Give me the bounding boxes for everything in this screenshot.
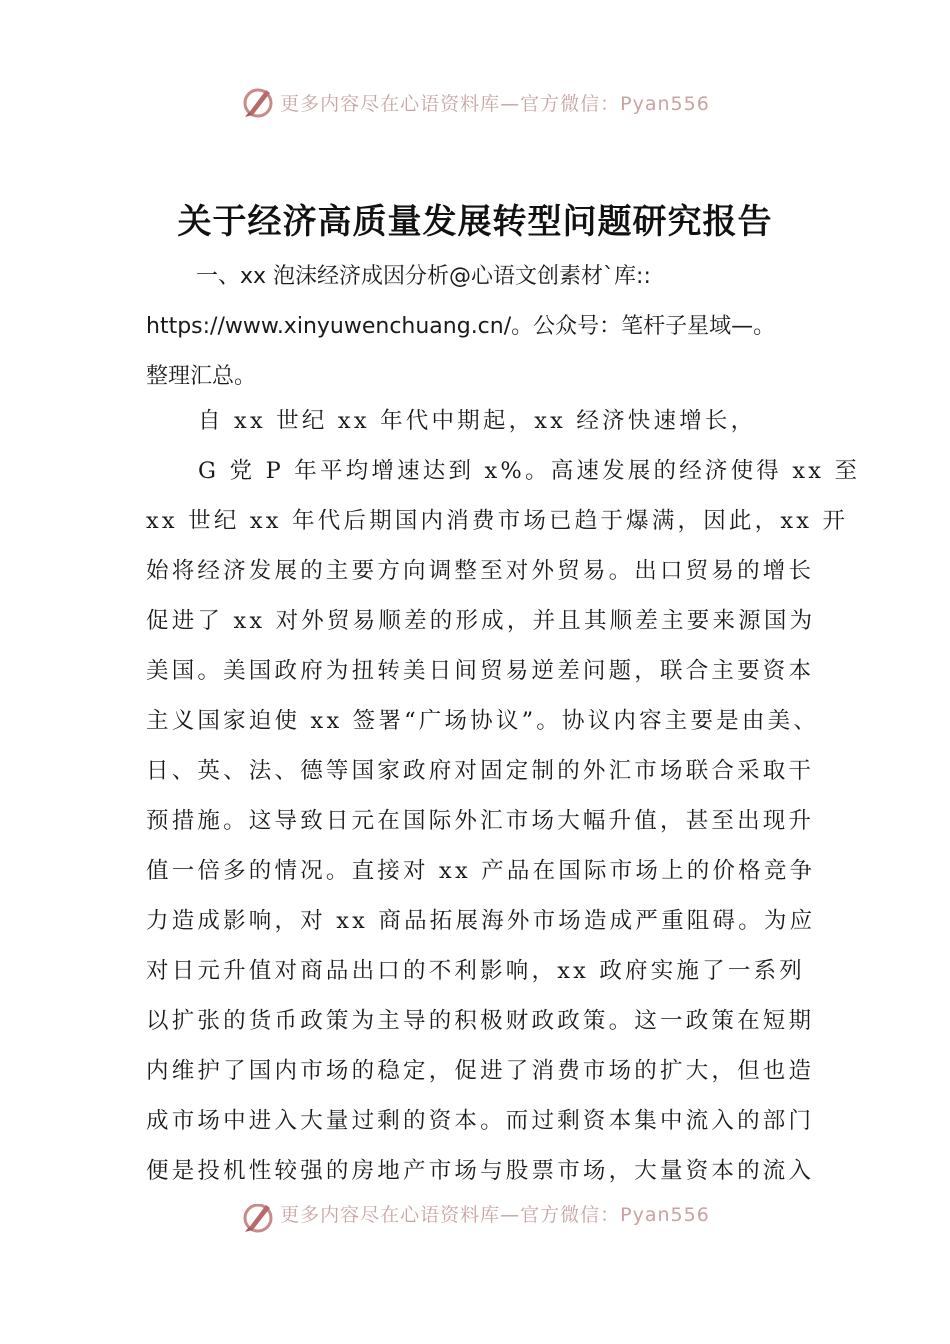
- paragraph-line: 促进了 xx 对外贸易顺差的形成，并且其顺差主要来源国为: [146, 608, 816, 634]
- section-heading: [146, 252, 826, 402]
- paragraph-line: xx 世纪 xx 年代后期国内消费市场已趋于爆满，因此，xx 开: [146, 508, 849, 534]
- pen-nib-logo-icon: [240, 1204, 276, 1235]
- paragraph-line: 值一倍多的情况。直接对 xx 产品在国际市场上的价格竞争: [146, 858, 816, 884]
- paragraph-line: G 党 P 年平均增速达到 x%。高速发展的经济使得 xx 至: [198, 458, 861, 484]
- header-watermark-banner: [0, 82, 950, 122]
- footer-watermark-banner: [0, 1204, 950, 1238]
- watermark-text: 更多内容尽在心语资料库—官方微信：Pyan556: [280, 92, 710, 115]
- paragraph-line: 美国。美国政府为扭转美日间贸易逆差问题，联合主要资本: [146, 658, 815, 684]
- paragraph-line: 成市场中进入大量过剩的资本。而过剩资本集中流入的部门: [146, 1108, 815, 1134]
- section-heading-line: 整理汇总。: [146, 364, 257, 389]
- paragraph-line: 日、英、法、德等国家政府对固定制的外汇市场联合采取干: [146, 758, 815, 784]
- pen-nib-logo-icon: [240, 84, 276, 120]
- body-paragraph: [146, 396, 861, 1196]
- watermark-text: 更多内容尽在心语资料库—官方微信：Pyan556: [280, 1204, 710, 1226]
- paragraph-line: 预措施。这导致日元在国际外汇市场大幅升值，甚至出现升: [146, 808, 815, 834]
- document-title: 关于经济高质量发展转型问题研究报告: [177, 202, 773, 242]
- paragraph-line: 内维护了国内市场的稳定，促进了消费市场的扩大，但也造: [146, 1058, 815, 1084]
- paragraph-line: 以扩张的货币政策为主导的积极财政政策。这一政策在短期: [146, 1008, 815, 1034]
- section-heading-line: https://www.xinyuwenchuang.cn/。公众号：笔杆子星域—。: [146, 314, 776, 339]
- paragraph-line: 力造成影响，对 xx 商品拓展海外市场造成严重阻碍。为应: [146, 908, 816, 934]
- paragraph-line: 自 xx 世纪 xx 年代中期起，xx 经济快速增长，: [198, 408, 757, 434]
- paragraph-line: 始将经济发展的主要方向调整至对外贸易。出口贸易的增长: [146, 558, 815, 584]
- paragraph-line: 对日元升值对商品出口的不利影响，xx 政府实施了一系列: [146, 958, 805, 984]
- paragraph-line: 主义国家迫使 xx 签署“广场协议”。协议内容主要是由美、: [146, 708, 819, 734]
- section-heading-line: 一、xx 泡沫经济成因分析@心语文创素材`库::: [196, 264, 651, 289]
- paragraph-line: 便是投机性较强的房地产市场与股票市场，大量资本的流入: [146, 1158, 815, 1184]
